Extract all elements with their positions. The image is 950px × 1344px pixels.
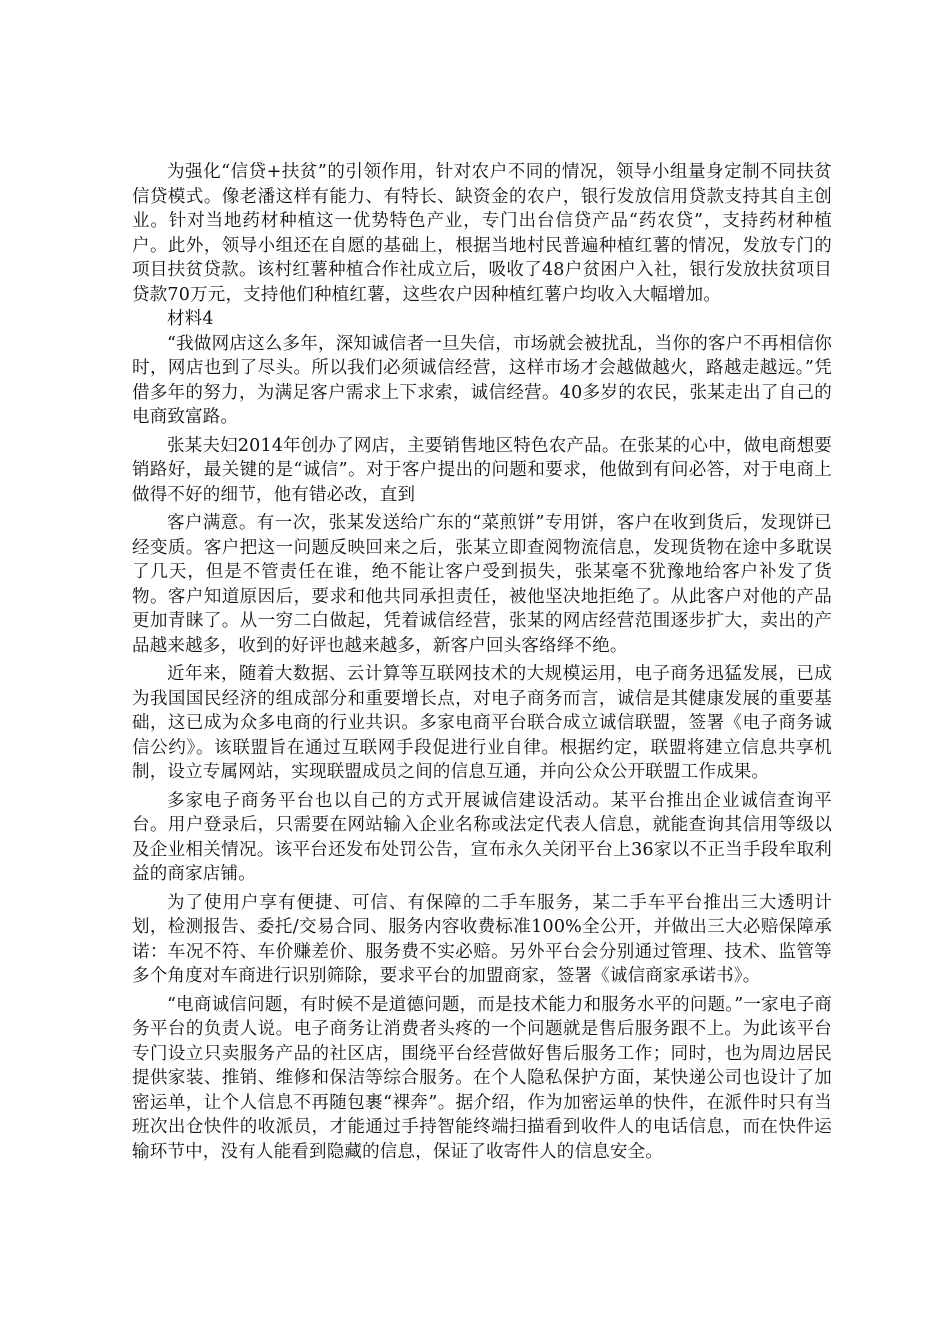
paragraph-zhang-couple: 张某夫妇2014年创办了网店，主要销售地区特色农产品。在张某的心中，做电商想要销路好，最关键的是“诚信”。对于客户提出的问题和要求，他做到有问必答，对于电商上做得不好的细节，他有错必改，直到 xyxy=(132,435,832,505)
paragraph-after-sales-privacy: “电商诚信问题，有时候不是道德问题，而是技术能力和服务水平的问题。”一家电子商务平台的负责人说。电子商务让消费者头疼的一个问题就是售后服务跟不上。为此该平台专门设立只卖服务产品的社区店，围绕平台经营做好售后服务工作；同时，也为周边居民提供家装、推销、维修和保洁等综合服务。在个人隐私保护方面，某快递公司也设计了加密运单，让个人信息不再随包裹“裸奔”。据介绍，作为加密运单的快件，在派件时只有当班次出仓快件的收派员，才能通过手持智能终端扫描看到收件人的电话信息，而在快件运输环节中，没有人能看到隐藏的信息，保证了收寄件人的信息安全。 xyxy=(132,994,832,1162)
paragraph-platform-credit-query: 多家电子商务平台也以自己的方式开展诚信建设活动。某平台推出企业诚信查询平台。用户登录后，只需要在网站输入企业名称或法定代表人信息，就能查询其信用等级以及企业相关情况。该平台还发布处罚公告，宣布永久关闭平台上36家以不正当手段牟取利益的商家店铺。 xyxy=(132,790,832,884)
document-body xyxy=(132,160,832,1164)
paragraph-online-store-quote: “我做网店这么多年，深知诚信者一旦失信，市场就会被扰乱，当你的客户不再相信你时，网店也到了尽头。所以我们必须诚信经营，这样市场才会越做越火，路越走越远。”凭借多年的努力，为满足客户需求上下求索，诚信经营。40多岁的农民，张某走出了自己的电商致富路。 xyxy=(132,333,832,427)
paragraph-ecommerce-development: 近年来，随着大数据、云计算等互联网技术的大规模运用，电子商务迅猛发展，已成为我国国民经济的组成部分和重要增长点，对电子商务而言，诚信是其健康发展的重要基础，这已成为众多电商的行业共识。多家电商平台联合成立诚信联盟，签署《电子商务诚信公约》。该联盟旨在通过互联网手段促进行业自律。根据约定，联盟将建立信息共享机制，设立专属网站，实现联盟成员之间的信息互通，并向公众公开联盟工作成果。 xyxy=(132,664,832,782)
paragraph-used-car-platform: 为了使用户享有便捷、可信、有保障的二手车服务，某二手车平台推出三大透明计划，检测报告、委托/交易合同、服务内容收费标准100%全公开，并做出三大必赔保障承诺：车况不符、车价赚差价、服务费不实必赔。另外平台会分别通过管理、技术、监管等多个角度对车商进行识别筛除，要求平台的加盟商家，签署《诚信商家承诺书》。 xyxy=(132,892,832,986)
paragraph-credit-poverty: 为强化“信贷+扶贫”的引领作用，针对农户不同的情况，领导小组量身定制不同扶贫信贷模式。像老潘这样有能力、有特长、缺资金的农户，银行发放信用贷款支持其自主创业。针对当地药材种植这一优势特色产业，专门出台信贷产品“药农贷”，支持药材种植户。此外，领导小组还在自愿的基础上，根据当地村民普遍种植红薯的情况，发放专门的项目扶贫贷款。该村红薯种植合作社成立后，吸收了48户贫困户入社，银行发放扶贫项目贷款70万元，支持他们种植红薯，这些农户因种植红薯户均收入大幅增加。 xyxy=(132,162,832,305)
material-4-heading: 材料4 xyxy=(167,309,214,329)
paragraph-customer-satisfied: 客户满意。有一次，张某发送给广东的“菜煎饼”专用饼，客户在收到货后，发现饼已经变质。客户把这一问题反映回来之后，张某立即查阅物流信息，发现货物在途中多耽误了几天，但是不管责任在谁，绝不能让客户受到损失，张某毫不犹豫地给客户补发了货物。客户知道原因后，要求和他共同承担责任，被他坚决地拒绝了。从此客户对他的产品更加青睐了。从一穷二白做起，凭着诚信经营，张某的网店经营范围逐步扩大，卖出的产品越来越多，收到的好评也越来越多，新客户回头客络绎不绝。 xyxy=(132,513,832,656)
